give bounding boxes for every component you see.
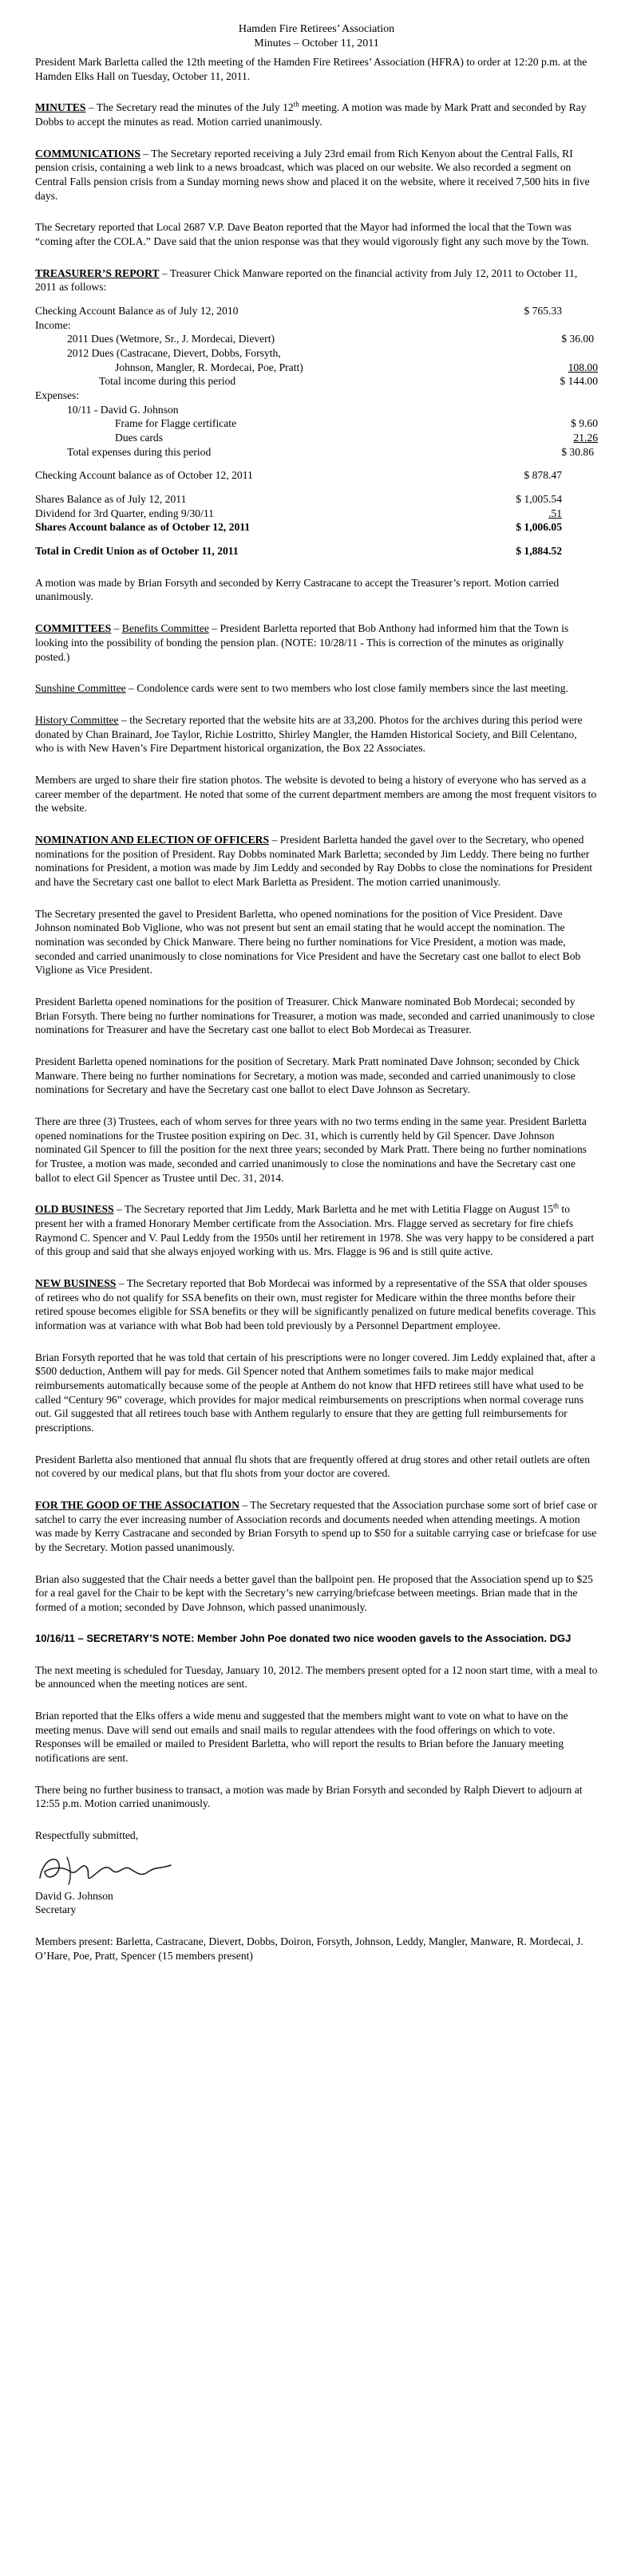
minutes-text-b: meeting. A motion was made by Mark Pratt and seconded by Ray Dobbs to accept the minutes as read. Motion carried unanimously. (35, 101, 587, 128)
nomination-section (35, 833, 598, 890)
treasurer-text: – Treasurer Chick Manware reported on the financial activity from July 12, 2011 to October 11, 2011 as follows: (35, 266, 578, 294)
communications-heading: COMMUNICATIONS (35, 147, 140, 160)
signature-title: Secretary (35, 1903, 77, 1916)
treasurer-election-paragraph: President Barletta opened nominations for the position of Treasurer. Chick Manware nominated Bob Mordecai; seconded by Brian Forsyth. There being no further nominations for Treasurer, a motion was made, seconded and carried unanimously to close nominations for Treasurer and have the Secretary cast one ballot to elect Bob Mordecai as Treasurer. (35, 995, 595, 1036)
committees-heading: COMMITTEES (35, 622, 112, 635)
history-committee-text: – the Secretary reported that the website hits are at 33,200. Photos for the archives during this period were donated by Chan Brainard, Joe Taylor, Richie Lostritto, Shirley Mangler, the Hamden Historical Society, and Bill Celentano, who is with New Haven’s Fire Department historical organization, the Box 22 Associates. (35, 713, 583, 755)
ledger-spacer (35, 459, 598, 468)
committees-section: COMMITTEES – Benefits Committee – President Barletta reported that Bob Anthony had informed him that the Town is looking into the possibility of bonding the pension plan. (NOTE: 10/28/11 - This is correction of the minutes as originally posted.) (35, 622, 569, 663)
ledger-row (35, 318, 598, 333)
signature-name: David G. Johnson (35, 1889, 113, 1902)
trustee-election-paragraph: There are three (3) Trustees, each of whom serves for three years with no two terms ending in the same year. President Barletta opened nominations for the Trustee position expiring on Dec. 31, which is currently held by Gil Spencer. Dave Johnson nominated Gil Spencer to fill the position for the next three years; seconded by Mark Pratt. There being no further nominations for Trustee, a motion was made, seconded and carried unanimously to close the nominations and have the Secretary cast one ballot to elect Gil Spencer as Trustee until Dec. 31, 2014. (35, 1114, 587, 1184)
prescriptions-paragraph: Brian Forsyth reported that he was told that certain of his prescriptions were no longer covered. Jim Leddy explained that, after a $500 deduction, Anthem will pay for meds. Gil Spencer noted that Anthem sometimes fails to make major medical reimbursements automatically because some of the people at Anthem do not know that HFD retirees still have what used to be called “Century 96” coverage, which provides for major medical reimbursements on prescriptions when normal coverage runs out. Gil suggested that all retirees touch base with Anthem regularly to ensure that they are getting full reimbursements for prescriptions. (35, 1351, 595, 1434)
minutes-sup: th (293, 100, 299, 108)
ledger-label: Total expenses during this period (67, 445, 212, 458)
ledger-amount: 21.26 (573, 432, 598, 444)
communications-paragraph-2: The Secretary reported that Local 2687 V.P. Dave Beaton reported that the Mayor had informed the local that the Town was “coming after the COLA.” Dave said that the union response was that they would vigorously fight any such move by the Town. (35, 221, 589, 248)
communications-text: – The Secretary reported receiving a July 23rd email from Rich Kenyon about the Central Falls, RI pension crisis, containing a web link to a news broadcast, which was placed on our website. We also recorded a segment on Central Falls pension crisis from a Sunday morning news show and placed it on the website, where it received 7,500 hits in five days. (35, 147, 590, 202)
ledger-label: 10/11 - David G. Johnson (67, 403, 179, 416)
ledger-label: Income: (35, 318, 71, 331)
ledger-label: Shares Balance as of July 12, 2011 (35, 493, 187, 506)
ledger-amount: $ 36.00 (561, 333, 594, 345)
ledger-label: Johnson, Mangler, R. Mordecai, Poe, Pratt) (115, 361, 303, 373)
treasurer-motion: A motion was made by Brian Forsyth and seconded by Kerry Castracane to accept the Treasurer’s report. Motion carried unanimously. (35, 576, 560, 603)
ledger-row (35, 361, 598, 375)
ledger-row (35, 346, 598, 361)
ledger-label: Checking Account balance as of October 12, 2011 (35, 469, 253, 482)
ledger-label: Dividend for 3rd Quarter, ending 9/30/11 (35, 507, 214, 519)
new-business-heading: NEW BUSINESS (35, 1277, 117, 1289)
ledger-total-row (35, 544, 598, 558)
ledger-amount: $ 765.33 (524, 305, 562, 318)
new-business-text: – The Secretary reported that Bob Mordecai was informed by a representative of the SSA that older spouses of retirees who do not qualify for SSA benefits on their own, must register for Medicare within the three months before their retired spouse becomes eligible for SSA benefits or they will be significantly penalized on future medical benefits coverage. This information was at variance with what Bob had been told previously by a Personnel Department employee. (35, 1277, 596, 1332)
minutes-text-a: – The Secretary read the minutes of the July 12 (85, 101, 294, 114)
ledger-spacer (35, 535, 598, 544)
ledger-row (35, 520, 598, 535)
signature-closing: Respectfully submitted, (35, 1829, 139, 1842)
ledger-row (35, 332, 598, 346)
sunshine-committee-label: Sunshine Committee (35, 682, 126, 695)
old-business-text-a: – The Secretary reported that Jim Leddy, Mark Barletta and he met with Letitia Flagge on August 15 (113, 1203, 554, 1216)
elks-menu-paragraph: Brian reported that the Elks offers a wide menu and suggested that the members might want to vote on what to have on the meeting menus. Dave will send out emails and snail mails to regular attendees with the food offerings on which to vote. Responses will be emailed or mailed to President Barletta, who will report the results to Brian before the January meeting notifications are sent. (35, 1710, 568, 1765)
signature-block (35, 1828, 598, 1917)
flu-shots-paragraph: President Barletta also mentioned that annual flu shots that are frequently offered at drug stores and other retail outlets are often not covered by our medical plans, but that flu shots from your doctor are covered. (35, 1453, 591, 1480)
history-committee-label: History Committee (35, 713, 119, 726)
ledger-amount: $ 9.60 (571, 417, 598, 430)
ledger-row (35, 304, 598, 318)
benefits-committee-label: Benefits Committee (121, 622, 209, 635)
minutes-section (35, 101, 598, 128)
ledger-row (35, 445, 598, 460)
old-business-heading: OLD BUSINESS (35, 1203, 114, 1216)
ledger-label: 2012 Dues (Castracane, Dievert, Dobbs, Forsyth, (67, 347, 281, 360)
treasurer-ledger (35, 304, 598, 558)
nomination-text: – President Barletta handed the gavel over to the Secretary, who opened nominations for the position of President. Ray Dobbs nominated Mark Barletta; seconded by Jim Leddy. There being no further nominations for President, a motion was made by Jim Leddy and seconded by Ray Dobbs to close the nominations for President and have the Secretary cast one ballot to elect Mark Barletta as President. The motion carried unanimously. (35, 833, 593, 888)
minutes-date: Minutes – October 11, 2011 (254, 37, 379, 49)
ledger-amount: $ 878.47 (524, 469, 562, 482)
ledger-row (35, 431, 598, 445)
treasurer-heading: TREASURER’S REPORT (35, 266, 160, 279)
adjourn-paragraph: There being no further business to transact, a motion was made by Brian Forsyth and seconded by Ralph Dievert to adjourn at 12:55 p.m. Motion carried unanimously. (35, 1783, 583, 1810)
old-business-sup: th (553, 1201, 560, 1210)
members-photos-paragraph: Members are urged to share their fire station photos. The website is devoted to being a history of everyone who has served as a career member of the department. He noted that some of the current department members are among the most frequent visitors to the website. (35, 773, 597, 815)
ledger-label: Shares Account balance as of October 12, 2011 (35, 521, 251, 534)
ledger-spacer (35, 483, 598, 492)
ledger-label: Total income during this period (99, 375, 236, 388)
vice-president-paragraph: The Secretary presented the gavel to President Barletta, who opened nominations for the position of Vice President. Dave Johnson nominated Bob Viglione, who was not present but sent an email stating that he would accept the nomination. The nomination was seconded by Chick Manware. There being no further nominations for Vice President, a motion was made, seconded and carried unanimously to close nominations for Vice President and have the Secretary cast one ballot to elect Bob Viglione as Vice President. (35, 907, 581, 976)
ledger-amount: $ 1,884.52 (516, 545, 562, 558)
document-header (35, 22, 598, 50)
good-of-association-text: – The Secretary requested that the Association purchase some sort of brief case or satchel to carry the ever increasing number of Association records and documents needed when attending meetings. A motion was made by Kerry Castracane and seconded by Brian Forsyth to spend up to $50 for a suitable carrying case or briefcase for use by the Secretary. Motion passed unanimously. (35, 1499, 598, 1554)
minutes-heading: MINUTES (35, 101, 86, 114)
ledger-row (35, 416, 598, 431)
ledger-row (35, 468, 598, 483)
ledger-row (35, 389, 598, 403)
handwritten-signature (35, 1848, 179, 1889)
benefits-committee-text: – President Barletta reported that Bob Anthony had informed him that the Town is looking into the possibility of bonding the pension plan. (NOTE: 10/28/11 - This is correction of the minutes as originally posted.) (35, 622, 569, 663)
ledger-label: 2011 Dues (Wetmore, Sr., J. Mordecai, Dievert) (67, 333, 275, 345)
ledger-label: Total in Credit Union as of October 11, 2011 (35, 545, 239, 558)
ledger-row (35, 492, 598, 507)
communications-section (35, 147, 598, 203)
ledger-amount: $ 30.86 (561, 445, 594, 458)
old-business-section (35, 1202, 598, 1259)
members-present: Members present: Barletta, Castracane, Dievert, Dobbs, Doiron, Forsyth, Johnson, Leddy, Mangler, Manware, R. Mordecai, J. O’Hare, Poe, Pratt, Spencer (15 members present) (35, 1935, 584, 1962)
ledger-amount: 108.00 (568, 361, 598, 373)
ledger-amount: $ 1,005.54 (516, 493, 562, 506)
ledger-amount: $ 144.00 (560, 375, 598, 388)
opening-paragraph: President Mark Barletta called the 12th meeting of the Hamden Fire Retirees’ Association (HFRA) to order at 12:20 p.m. at the Hamden Elks Hall on Tuesday, October 11, 2011. (35, 56, 588, 82)
history-committee (35, 713, 598, 755)
next-meeting-paragraph: The next meeting is scheduled for Tuesday, January 10, 2012. The members present opted for a 12 noon start time, with a meal to be announced when the meeting notices are sent. (35, 1663, 598, 1690)
org-title: Hamden Fire Retirees’ Association (238, 23, 395, 35)
ledger-label: Checking Account Balance as of July 12, 2010 (35, 305, 239, 318)
ledger-row (35, 374, 598, 389)
good-of-association-heading: FOR THE GOOD OF THE ASSOCIATION (35, 1499, 239, 1512)
old-business-text-b: to present her with a framed Honorary Member certificate from the Association. Mrs. Flagge served as secretary for fire chiefs Raymond C. Spencer and V. Paul Leddy from the 1950s until her retirement in 1978. She was very happy to be considered a part of this group and said that she always enjoyed working with us. Mrs. Flagge is 96 and is still quite active. (35, 1203, 595, 1258)
new-business-section (35, 1276, 598, 1333)
sunshine-committee-text: – Condolence cards were sent to two members who lost close family members since the last meeting. (125, 682, 568, 695)
ledger-label: Dues cards (115, 432, 164, 444)
secretary-note: 10/16/11 – SECRETARY’S NOTE: Member John Poe donated two nice wooden gavels to the Association. DGJ (35, 1631, 572, 1644)
gavel-paragraph: Brian also suggested that the Chair needs a better gavel than the ballpoint pen. He proposed that the Association spend up to $25 for a real gavel for the Chair to be kept with the Secretary’s new carrying/briefcase between meetings. Brian made that in the formed of a motion; seconded by Dave Johnson, which passed unanimously. (35, 1572, 593, 1614)
good-of-association-section (35, 1498, 598, 1555)
ledger-label: Frame for Flagge certificate (115, 417, 237, 430)
ledger-amount: $ 1,006.05 (516, 521, 562, 534)
nomination-heading: NOMINATION AND ELECTION OF OFFICERS (35, 833, 270, 846)
ledger-row (35, 507, 598, 521)
secretary-election-paragraph: President Barletta opened nominations for the position of Secretary. Mark Pratt nominated Dave Johnson; seconded by Chick Manware. There being no further nominations for Secretary, a motion was made, seconded and carried unanimously to close nominations for Secretary and have the Secretary cast one ballot to elect Dave Johnson as Secretary. (35, 1055, 580, 1096)
ledger-amount: .51 (548, 507, 562, 519)
ledger-row (35, 403, 598, 417)
ledger-label: Expenses: (35, 389, 80, 402)
sunshine-committee (35, 681, 598, 696)
treasurer-section (35, 266, 598, 294)
